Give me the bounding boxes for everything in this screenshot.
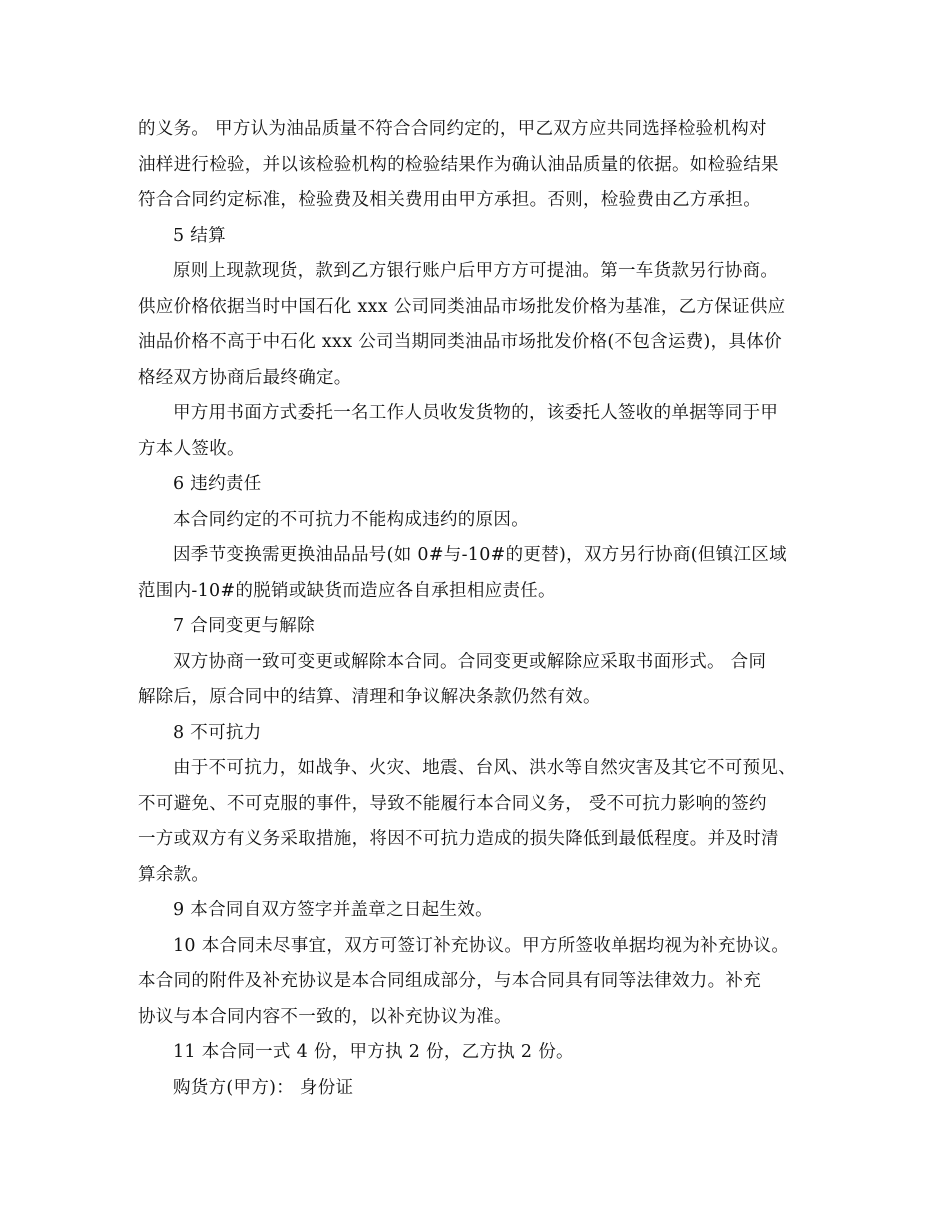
text-line: 原则上现款现货，款到乙方银行账户后甲方方可提油。第一车货款另行协商。 [173, 261, 779, 281]
text-line: 双方协商一致可变更或解除本合同。合同变更或解除应采取书面形式。 合同 [173, 651, 767, 672]
text-line: 本合同的附件及补充协议是本合同组成部分，与本合同具有同等法律效力。补充 [138, 971, 761, 991]
text-line: 符合合同约定标准，检验费及相关费用由甲方承担。否则，检验费由乙方承担。 [138, 190, 761, 210]
text-line: 本合同约定的不可抗力不能构成违约的原因。 [173, 509, 529, 530]
text-line: 协议与本合同内容不一致的，以补充协议为准。 [138, 1006, 512, 1027]
text-line: 解除后，原合同中的结算、清理和争议解决条款仍然有效。 [138, 687, 601, 707]
text-line: 一方或双方有义务采取措施，将因不可抗力造成的损失降低到最低程度。并及时清 [138, 829, 779, 849]
text-line: 油品价格不高于中石化 xxx 公司当期同类油品市场批发价格(不包含运费)，具体价 [138, 332, 782, 352]
text-line: 9 本合同自双方签字并盖章之日起生效。 [173, 900, 493, 920]
text-line: 5 结算 [173, 225, 226, 246]
text-line: 格经双方协商后最终确定。 [138, 367, 352, 388]
text-line: 8 不可抗力 [173, 722, 262, 743]
text-line: 由于不可抗力，如战争、火灾、地震、台风、洪水等自然灾害及其它不可预见、 [173, 758, 796, 778]
text-line: 甲方用书面方式委托一名工作人员收发货物的，该委托人签收的单据等同于甲 [173, 403, 779, 423]
text-line: 10 本合同未尽事宜，双方可签订补充协议。甲方所签收单据均视为补充协议。 [173, 935, 790, 956]
text-line: 7 合同变更与解除 [173, 616, 315, 636]
text-line: 11 本合同一式 4 份，甲方执 2 份，乙方执 2 份。 [173, 1042, 574, 1062]
text-line: 的义务。 甲方认为油品质量不符合合同约定的，甲乙双方应共同选择检验机构对 [138, 119, 767, 139]
text-line: 6 违约责任 [173, 474, 262, 494]
text-line: 算余款。 [138, 864, 210, 885]
text-line: 不可避免、不可克服的事件，导致不能履行本合同义务， 受不可抗力影响的签约 [138, 793, 767, 814]
text-line: 方本人签收。 [138, 438, 245, 459]
text-line: 供应价格依据当时中国石化 xxx 公司同类油品市场批发价格为基准，乙方保证供应 [138, 296, 786, 317]
text-line: 油样进行检验，并以该检验机构的检验结果作为确认油品质量的依据。如检验结果 [138, 154, 779, 175]
text-line: 范围内-10#的脱销或缺货而造应各自承担相应责任。 [138, 580, 556, 601]
document-body [138, 112, 814, 1106]
text-line: 因季节变换需更换油品品号(如 0#与-10#的更替)，双方另行协商(但镇江区域 [173, 545, 787, 565]
text-line: 购货方(甲方)： 身份证 [173, 1077, 354, 1098]
